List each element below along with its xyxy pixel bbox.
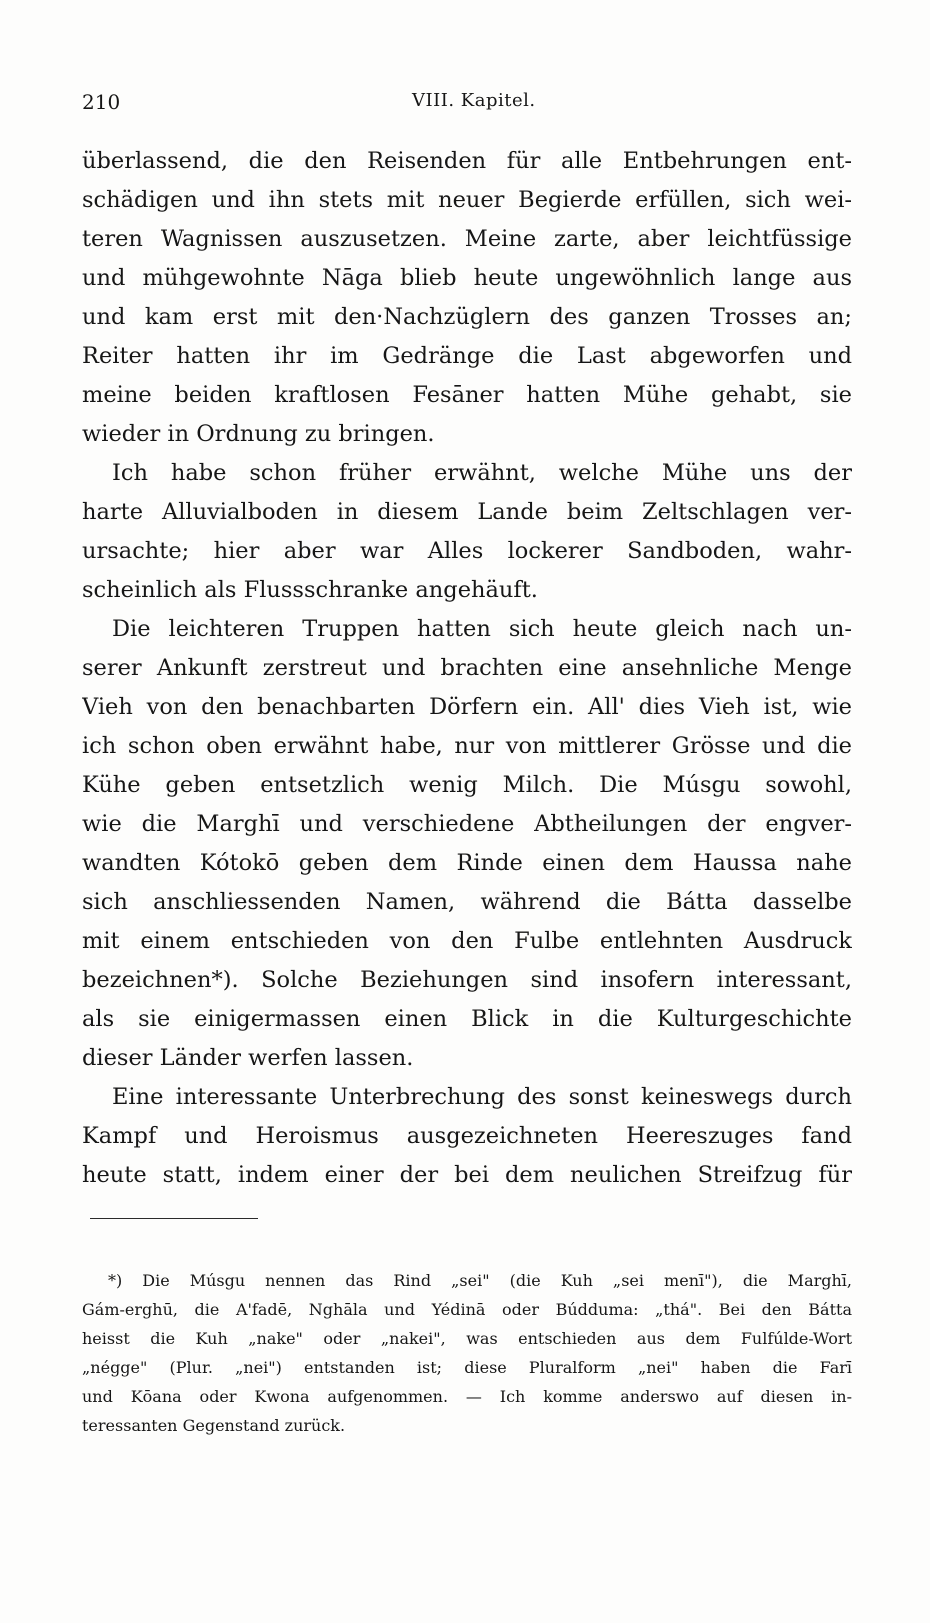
text-line: Eine interessante Unterbrechung des sonst keineswegs durch <box>112 1084 852 1110</box>
text-line: schädigen und ihn stets mit neuer Begierde erfüllen, sich wei- <box>82 187 852 213</box>
footnote-line: „négge" (Plur. „nei") entstanden ist; diese Pluralform „nei" haben die Farī <box>82 1358 852 1377</box>
text-line: heute statt, indem einer der bei dem neulichen Streifzug für <box>82 1162 852 1188</box>
text-line: Kampf und Heroismus ausgezeichneten Heereszuges fand <box>82 1123 852 1149</box>
text-line: scheinlich als Flussschranke angehäuft. <box>82 577 538 603</box>
chapter-heading: VIII. Kapitel. <box>412 90 536 111</box>
page-number: 210 <box>82 90 121 114</box>
text-line: Ich habe schon früher erwähnt, welche Mühe uns der <box>112 460 852 486</box>
text-line: als sie einigermassen einen Blick in die Kulturgeschichte <box>82 1006 852 1032</box>
footnote <box>82 1266 852 1440</box>
text-line: ich schon oben erwähnt habe, nur von mittlerer Grösse und die <box>82 733 852 759</box>
main-text <box>82 142 852 1195</box>
text-line: und mühgewohnte Nāga blieb heute ungewöhnlich lange aus <box>82 265 852 291</box>
text-line: ursachte; hier aber war Alles lockerer Sandboden, wahr- <box>82 538 852 564</box>
text-line: serer Ankunft zerstreut und brachten eine ansehnliche Menge <box>82 655 852 681</box>
text-line: sich anschliessenden Namen, während die Bátta dasselbe <box>82 889 852 915</box>
text-line: mit einem entschieden von den Fulbe entlehnten Ausdruck <box>82 928 852 954</box>
text-line: Vieh von den benachbarten Dörfern ein. All' dies Vieh ist, wie <box>82 694 852 720</box>
footnote-line: Gám-erghū, die A'fadē, Nghāla und Yédinā oder Búdduma: „thá". Bei den Bátta <box>82 1300 852 1319</box>
text-line: wieder in Ordnung zu bringen. <box>82 421 435 447</box>
footnote-line: *) Die Músgu nennen das Rind „sei" (die Kuh „sei menī"), die Marghī, <box>108 1271 852 1290</box>
text-line: und kam erst mit den·Nachzüglern des ganzen Trosses an; <box>82 304 852 330</box>
text-line: wie die Marghī und verschiedene Abtheilungen der engver- <box>82 811 852 837</box>
text-line: Reiter hatten ihr im Gedränge die Last abgeworfen und <box>82 343 852 369</box>
text-line: Kühe geben entsetzlich wenig Milch. Die Músgu sowohl, <box>82 772 852 798</box>
text-line: dieser Länder werfen lassen. <box>82 1045 414 1071</box>
text-line: harte Alluvialboden in diesem Lande beim Zeltschlagen ver- <box>82 499 852 525</box>
text-line: überlassend, die den Reisenden für alle Entbehrungen ent- <box>82 148 852 174</box>
page-header <box>82 90 852 120</box>
text-line: bezeichnen*). Solche Beziehungen sind insofern interessant, <box>82 967 852 993</box>
footnote-line: teressanten Gegenstand zurück. <box>82 1416 346 1435</box>
text-line: Die leichteren Truppen hatten sich heute gleich nach un- <box>112 616 852 642</box>
footnote-line: heisst die Kuh „nake" oder „nakei", was entschieden aus dem Fulfúlde-Wort <box>82 1329 852 1348</box>
footnote-divider <box>90 1218 258 1219</box>
footnote-line: und Kōana oder Kwona aufgenommen. — Ich komme anderswo auf diesen in- <box>82 1387 852 1406</box>
text-line: teren Wagnissen auszusetzen. Meine zarte, aber leichtfüssige <box>82 226 852 252</box>
text-line: wandten Kótokō geben dem Rinde einen dem Haussa nahe <box>82 850 852 876</box>
text-line: meine beiden kraftlosen Fesāner hatten Mühe gehabt, sie <box>82 382 852 408</box>
